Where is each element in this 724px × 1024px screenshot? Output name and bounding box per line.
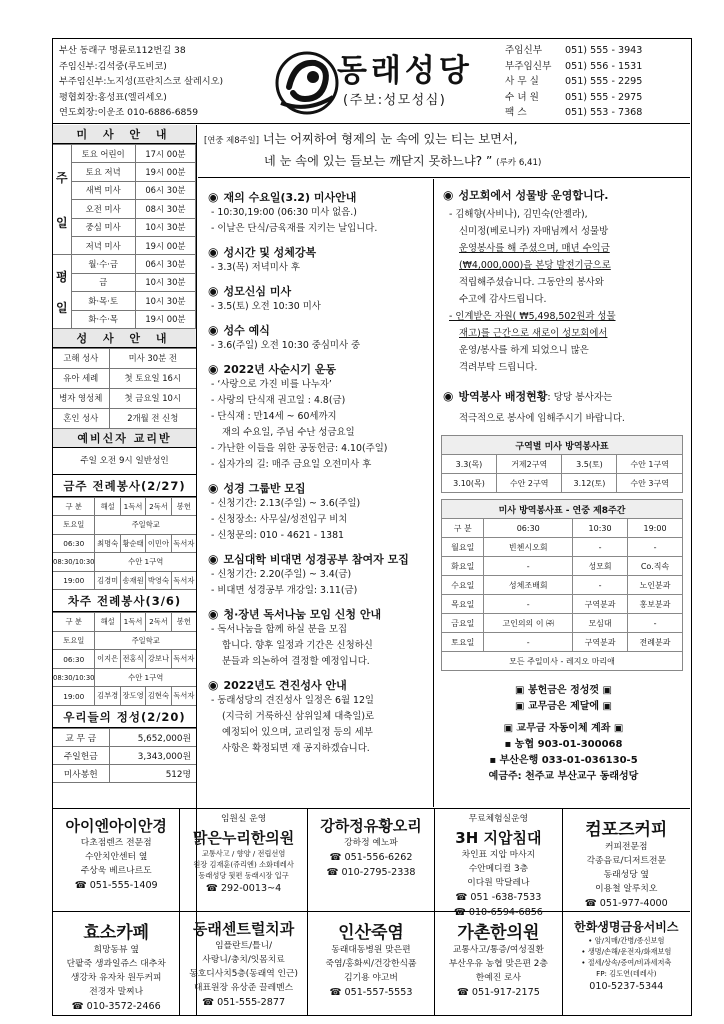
gospel-verse: [198, 125, 690, 178]
memorial-president: 연도회장:이운조 010-6886-6859: [59, 107, 199, 119]
bullet-icon: ◉: [208, 245, 219, 259]
notice-line: - 십자가의 길: 매주 금요일 오전미사 후: [211, 459, 372, 470]
sacrament-title: 성 사 안 내: [53, 329, 196, 348]
ad-card: [180, 912, 307, 1015]
ad-tagline: 임원실 운영: [220, 814, 267, 824]
notice-line: 합니다. 향후 일정과 기간은 신청하신: [222, 640, 373, 651]
ad-detail: • 생명/손해/운전자/화재보험: [581, 947, 672, 956]
contact-row: 팩 스 051) 553 - 7368: [505, 107, 643, 119]
bulletin-page: [52, 38, 692, 1016]
account-busan: ▪ 부산은행 033-01-036130-5: [489, 755, 638, 766]
notice-line: - 신청문의: 010 - 4621 - 1381: [211, 530, 345, 541]
notice-heading: ◉ 모심대학 비대면 성경공부 참여자 모집: [208, 552, 409, 566]
shop-line: 적립해주셨습니다. 그동안의 봉사와: [459, 277, 604, 288]
gospel-line-2: 네 눈 속에 있는 들보는 깨닫지 못하느냐? ”: [264, 154, 493, 168]
ad-detail: 다초점렌즈 전문점: [80, 838, 152, 848]
bullet-icon: ◉: [208, 481, 219, 495]
ad-name: 맑은누리한의원: [192, 829, 295, 847]
ad-name: 한화생명금융서비스: [574, 920, 679, 934]
contact-row: 수 녀 원 051) 555 - 2975: [505, 91, 643, 103]
council-president: 평협회장:홍성표(엘리세오): [59, 91, 167, 103]
offering-table: 교 무 금 5,652,000원 주일헌금 3,343,000원 미사봉헌 512명: [53, 728, 196, 783]
notice-item: [208, 677, 425, 757]
notice-heading: ◉ 2022년도 견진성사 안내: [208, 678, 347, 692]
notice-item: [208, 322, 425, 354]
ad-detail: 전경자 말찌나: [89, 987, 144, 997]
ad-detail: 수안메디컬 3층: [468, 864, 529, 874]
right-column: [435, 179, 690, 807]
notice-item: [208, 551, 425, 599]
shop-line: 운영/봉사를 하게 되었으니 많은: [459, 345, 589, 356]
notice-line: - 동래성당의 견진성사 일정은 6월 12일: [211, 695, 374, 706]
ad-card: [563, 912, 690, 1015]
disinfect-heading: ◉ 방역봉사 배정현황: 당당 봉사자는: [443, 389, 613, 403]
shop-line: - 인계받은 자원( ₩5,498,502원과 성물: [449, 311, 616, 322]
ad-phone: ☎ 051-555-2877: [202, 997, 286, 1008]
offering-notice: ▣ 봉헌금은 정성껏 ▣ ▣ 교무금은 제달에 ▣ ▣ 교무금 자동이체 계좌 ▣ ▪ 농협 903-01-300068 ▪ 부산은행 033-01-036130-5 예금주: 천주교 부산교구 동래성당: [443, 683, 684, 785]
bullet-icon: ◉: [208, 552, 219, 566]
ad-card: [53, 809, 180, 912]
notice-line: - 비대면 성경공부 개강일: 3.11(금): [211, 585, 358, 596]
ad-detail: 희망동뷰 옆: [93, 945, 139, 955]
contact-row: 부주임신부 051) 556 - 1531: [505, 60, 643, 72]
ad-detail: 대표원장 유상준 끌레멘스: [194, 983, 294, 993]
ad-card: [53, 912, 180, 1015]
assistant-pastor: 부주임신부:노지성(프란치스코 살레시오): [59, 76, 224, 88]
ad-detail: 부산우유 농협 맞은편 2층: [448, 959, 548, 969]
ad-tagline: 무료체험실운영: [468, 814, 529, 824]
ad-name: 가촌한의원: [457, 923, 540, 943]
ads-section: [53, 808, 690, 1015]
shop-line: 운영봉사를 해 주셨으며, 매년 수익금: [459, 243, 610, 254]
district-disinfect-table: 구역별 미사 방역봉사표 3.3(목) 거제2구역 3.5(토) 수안 1구역 3.10(목) 수안 2구역 3.12(토) 수안 3구역: [441, 435, 683, 493]
ad-detail: 원장 김재훈(쥬리엔) 소화데레사: [193, 860, 294, 869]
ad-name: 컴포즈커피: [585, 820, 668, 840]
notice-heading: ◉ 2022년 사순시기 운동: [208, 362, 337, 376]
duty-this-week-table: 구 분 해설 1독서 2독서 봉헌 토요일 주일학교 06:30 최명숙 황순태 이민아 독서자 08:30/10:30 수안 1구역 19:00 김경미 송재원 박영숙 독서자: [53, 497, 196, 591]
notice-line: 분들과 의논하여 결정할 예정입니다.: [222, 656, 370, 667]
shop-line: - 김해향(사비나), 김민숙(안젤라),: [449, 209, 588, 220]
ad-phone-2: ☎ 010-2795-2338: [326, 867, 416, 878]
ad-phone: ☎ 051-557-5553: [329, 987, 413, 998]
ad-detail: 임플란트/틀니/: [215, 941, 273, 951]
contact-row: 사 무 실 051) 555 - 2295: [505, 76, 643, 88]
gospel-tag: [연중 제8주일]: [204, 135, 259, 145]
notice-line: - 단식재 : 만14세 ~ 60세까지: [211, 411, 337, 422]
ad-name: 강하정유황오리: [320, 817, 422, 835]
church-logo-icon: [271, 47, 343, 117]
notice-line: - 신청기간: 2.13(주일) ~ 3.6(주일): [211, 498, 361, 509]
duty-this-week-title: 금주 전례봉사(2/27): [53, 475, 196, 497]
ad-phone: ☎ 051-977-4000: [584, 898, 668, 909]
ad-detail: 사랑니/충치/잇몸치료: [202, 955, 285, 965]
ad-name: 3H 지압침대: [455, 829, 542, 847]
ad-detail: 각종음료/디저트전문: [586, 856, 667, 866]
ad-card: [563, 809, 690, 912]
ad-detail: 주상욱 베르나르도: [80, 866, 152, 876]
ad-phone: ☎ 010-3572-2466: [71, 1001, 161, 1012]
shop-line: (₩4,000,000)을 본당 발전기금으로: [459, 260, 611, 271]
notice-line: - 사랑의 단식재 권고일 : 4.8(금): [211, 395, 346, 406]
disinfect-body: 적극적으로 봉사에 임해주시기 바랍니다.: [459, 413, 625, 424]
ad-detail: 커피전문점: [605, 842, 648, 852]
bullet-icon: ◉: [208, 284, 219, 298]
duty-next-week-title: 차주 전례봉사(3/6): [53, 590, 196, 612]
ad-phone: 010-5237-5344: [589, 981, 664, 992]
notice-line: 예정되어 있으며, 교리일정 등의 세부: [222, 727, 373, 738]
ad-card: [308, 912, 435, 1015]
notice-line: - 신청장소: 사무실/성전입구 비치: [211, 514, 348, 525]
ad-detail: 동호디사치5층(동래역 인근): [189, 969, 298, 979]
notice-line: - 가난한 이들을 위한 공동헌금: 4.10(주일): [211, 443, 388, 454]
ad-detail: 수안치안센터 옆: [85, 852, 148, 862]
ad-detail: 죽염/홍화씨/건강한식품: [325, 959, 417, 969]
notice-line: - 10:30,19:00 (06:30 미사 없음.): [211, 207, 357, 218]
gospel-reference: (루카 6,41): [496, 158, 542, 168]
mass-title: 미 사 안 내: [53, 125, 196, 144]
ad-detail: 동래성당 뒷편 동래시장 입구: [198, 871, 289, 880]
notice-line: - 독서나눔을 함께 하실 분을 모집: [211, 624, 348, 635]
shop-heading: ◉ 성모회에서 성물방 운영합니다.: [443, 188, 609, 202]
sunday-side: 주 일: [53, 145, 71, 255]
ad-detail: 이용철 알루치오: [595, 884, 658, 894]
bullet-icon: ◉: [208, 323, 219, 337]
pastor: 주임신부:김석중(루도비코): [59, 60, 167, 72]
notice-heading: ◉ 청·장년 독서나눔 모임 신청 안내: [208, 607, 382, 621]
notice-line: 사항은 확정되면 재 공지하겠습니다.: [222, 743, 370, 754]
notice-item: [208, 606, 425, 670]
notice-line: - 3.3(목) 저녁미사 후: [211, 262, 300, 273]
ad-phone: ☎ 051-556-6262: [329, 852, 413, 863]
notice-item: [208, 361, 425, 473]
notice-line: - 신청기간: 2.20(주일) ~ 3.4(금): [211, 569, 352, 580]
church-name: 동래성당: [337, 53, 473, 89]
ad-detail: 한예진 로사: [475, 973, 522, 983]
notice-heading: ◉ 성모신심 미사: [208, 284, 292, 298]
ad-name: 아이엔아이안경: [65, 817, 167, 835]
bullet-icon: ◉: [208, 607, 219, 621]
shop-line: 재고)를 근간으로 새로이 성모회에서: [459, 328, 608, 339]
ad-detail: 이다원 막달레나: [467, 878, 530, 888]
offering-title: 우리들의 정성(2/20): [53, 706, 196, 728]
church-info: [59, 43, 223, 121]
notice-line: (지극히 거룩하신 삼위일체 대축일)로: [222, 711, 375, 722]
contact-list: [505, 43, 689, 121]
church-patron: (주보:성모성심): [343, 93, 447, 108]
shop-line: 신미정(베로니카) 자매님께서 성물방: [459, 226, 609, 237]
notice-line: - 이날은 단식/금육재를 지키는 날입니다.: [211, 223, 378, 234]
notice-line: - ‘사랑으로 가진 비를 나누자’: [211, 379, 332, 390]
ad-detail: 생강차 유자차 원두커피: [70, 973, 162, 983]
ad-detail: 김기용 야고버: [344, 973, 398, 983]
bullet-icon: ◉: [208, 362, 219, 376]
shop-line: 수고에 감사드립니다.: [459, 294, 547, 305]
ad-name: 동래센트럴치과: [192, 920, 295, 938]
ad-phone: ☎ 051-917-2175: [456, 987, 540, 998]
header: [53, 39, 690, 124]
mass-table: 주 일 토요 어린이 17시 00분 토요 저녁 19시 00분 새벽 미사 06시 30분 오전 미사 08시 30분 중심 미사 10시 30분 저녁 미사 19시 00분 평 일 월·수·금 06시 30분 금 10시 30분 화·목·토 10시 30분 화·수·목 19시 00분: [53, 144, 196, 329]
shop-line: 격려부탁 드립니다.: [459, 362, 538, 373]
ad-phone: ☎ 051 -638-7533: [455, 892, 542, 903]
ad-detail: 교통사고 / 향양 / 전립선염: [201, 849, 286, 858]
notice-item: [208, 283, 425, 315]
duty-next-week-table: 구 분 해설 1독서 2독서 봉헌 토요일 주일학교 06:30 이지은 전홍식 강보나 독서자 08:30/10:30 수안 1구역 19:00 김부경 장도영 김현숙 독서자: [53, 612, 196, 706]
ad-phone: ☎ 292-0013~4: [205, 883, 282, 894]
account-nh: ▪ 농협 903-01-300068: [504, 739, 623, 750]
notice-heading: ◉ 성경 그룹반 모집: [208, 481, 306, 495]
gospel-line-1: 너는 어찌하여 형제의 눈 속에 있는 티는 보면서,: [258, 132, 518, 146]
ad-detail: • 절세/상속/증여/비과세저축: [581, 958, 672, 967]
ad-card: [435, 809, 562, 918]
contact-row: 주임신부 051) 555 - 3943: [505, 45, 643, 56]
shop-body: [443, 206, 684, 376]
account-holder: 예금주: 천주교 부산교구 동래성당: [488, 771, 639, 782]
weekday-side: 평 일: [53, 255, 71, 329]
ad-detail: FP: 김도연(데레사): [596, 969, 657, 978]
ad-card: [180, 809, 307, 912]
auto-transfer-heading: ▣ 교무금 자동이체 계좌 ▣: [503, 723, 624, 734]
ad-name: 인산죽염: [338, 923, 404, 943]
notice-item: [208, 244, 425, 276]
notice-line: - 3.5(토) 오전 10:30 미사: [211, 301, 321, 312]
ad-detail: 교통사고/통증/여성질환: [452, 945, 544, 955]
ad-detail: 단팥죽 생과일쥬스 대추차: [66, 959, 166, 969]
notice-heading: ◉ 재의 수요일(3.2) 미사안내: [208, 190, 357, 204]
notice-item: [208, 480, 425, 544]
ad-detail: 동래대동병원 맞은편: [331, 945, 411, 955]
ad-detail: • 암/치매/간병/종신보험: [588, 936, 665, 945]
notice-item: [208, 189, 425, 237]
ad-phone-2: ☎ 010-6594-6856: [453, 907, 543, 918]
catechism-class: 예비신자 교리반 주일 오전 9시 일반성인: [53, 429, 196, 475]
ad-phone: ☎ 051-555-1409: [74, 880, 158, 891]
ad-card: [308, 809, 435, 912]
church-address: 부산 동래구 명륜로112번길 38: [59, 45, 186, 56]
ad-detail: 차인표 지압 마사지: [461, 850, 536, 860]
sacrament-table: 고해 성사 미사 30분 전 유아 세례 첫 토요일 16시 병자 영성체 첫 금요일 10시 혼인 성사 2개월 전 신청: [53, 348, 196, 429]
notice-heading: ◉ 성시간 및 성체강복: [208, 245, 317, 259]
ad-name: 효소카페: [83, 923, 150, 943]
bullet-icon: ◉: [208, 678, 219, 692]
notice-line: 재의 수요일, 주님 수난 성금요일: [222, 427, 355, 438]
ad-detail: 동래성당 옆: [603, 870, 649, 880]
notice-line: - 3.6(주일) 오전 10:30 중심미사 중: [211, 340, 361, 351]
notices-column: [198, 179, 434, 807]
church-logo-area: [271, 41, 499, 121]
ad-card: [435, 912, 562, 1015]
mass-disinfect-table: 미사 방역봉사표 - 연중 제8주간 구 분 06:30 10:30 19:00 월요일 빈첸시오회 - - 화요일 - 성모회 Co.직속 수요일 성체조배회 - 노인분과 목요일 - 구역분과 홍보분과 금요일 고인의의 이 ㈜ 모심대 - 토요일 - 구역분과 전례분과 모든 주일미사 - 레지오 마리애: [441, 499, 683, 671]
ad-detail: 강하정 예노파: [344, 838, 398, 848]
notice-heading: ◉ 성수 예식: [208, 323, 270, 337]
bullet-icon: ◉: [208, 190, 219, 204]
